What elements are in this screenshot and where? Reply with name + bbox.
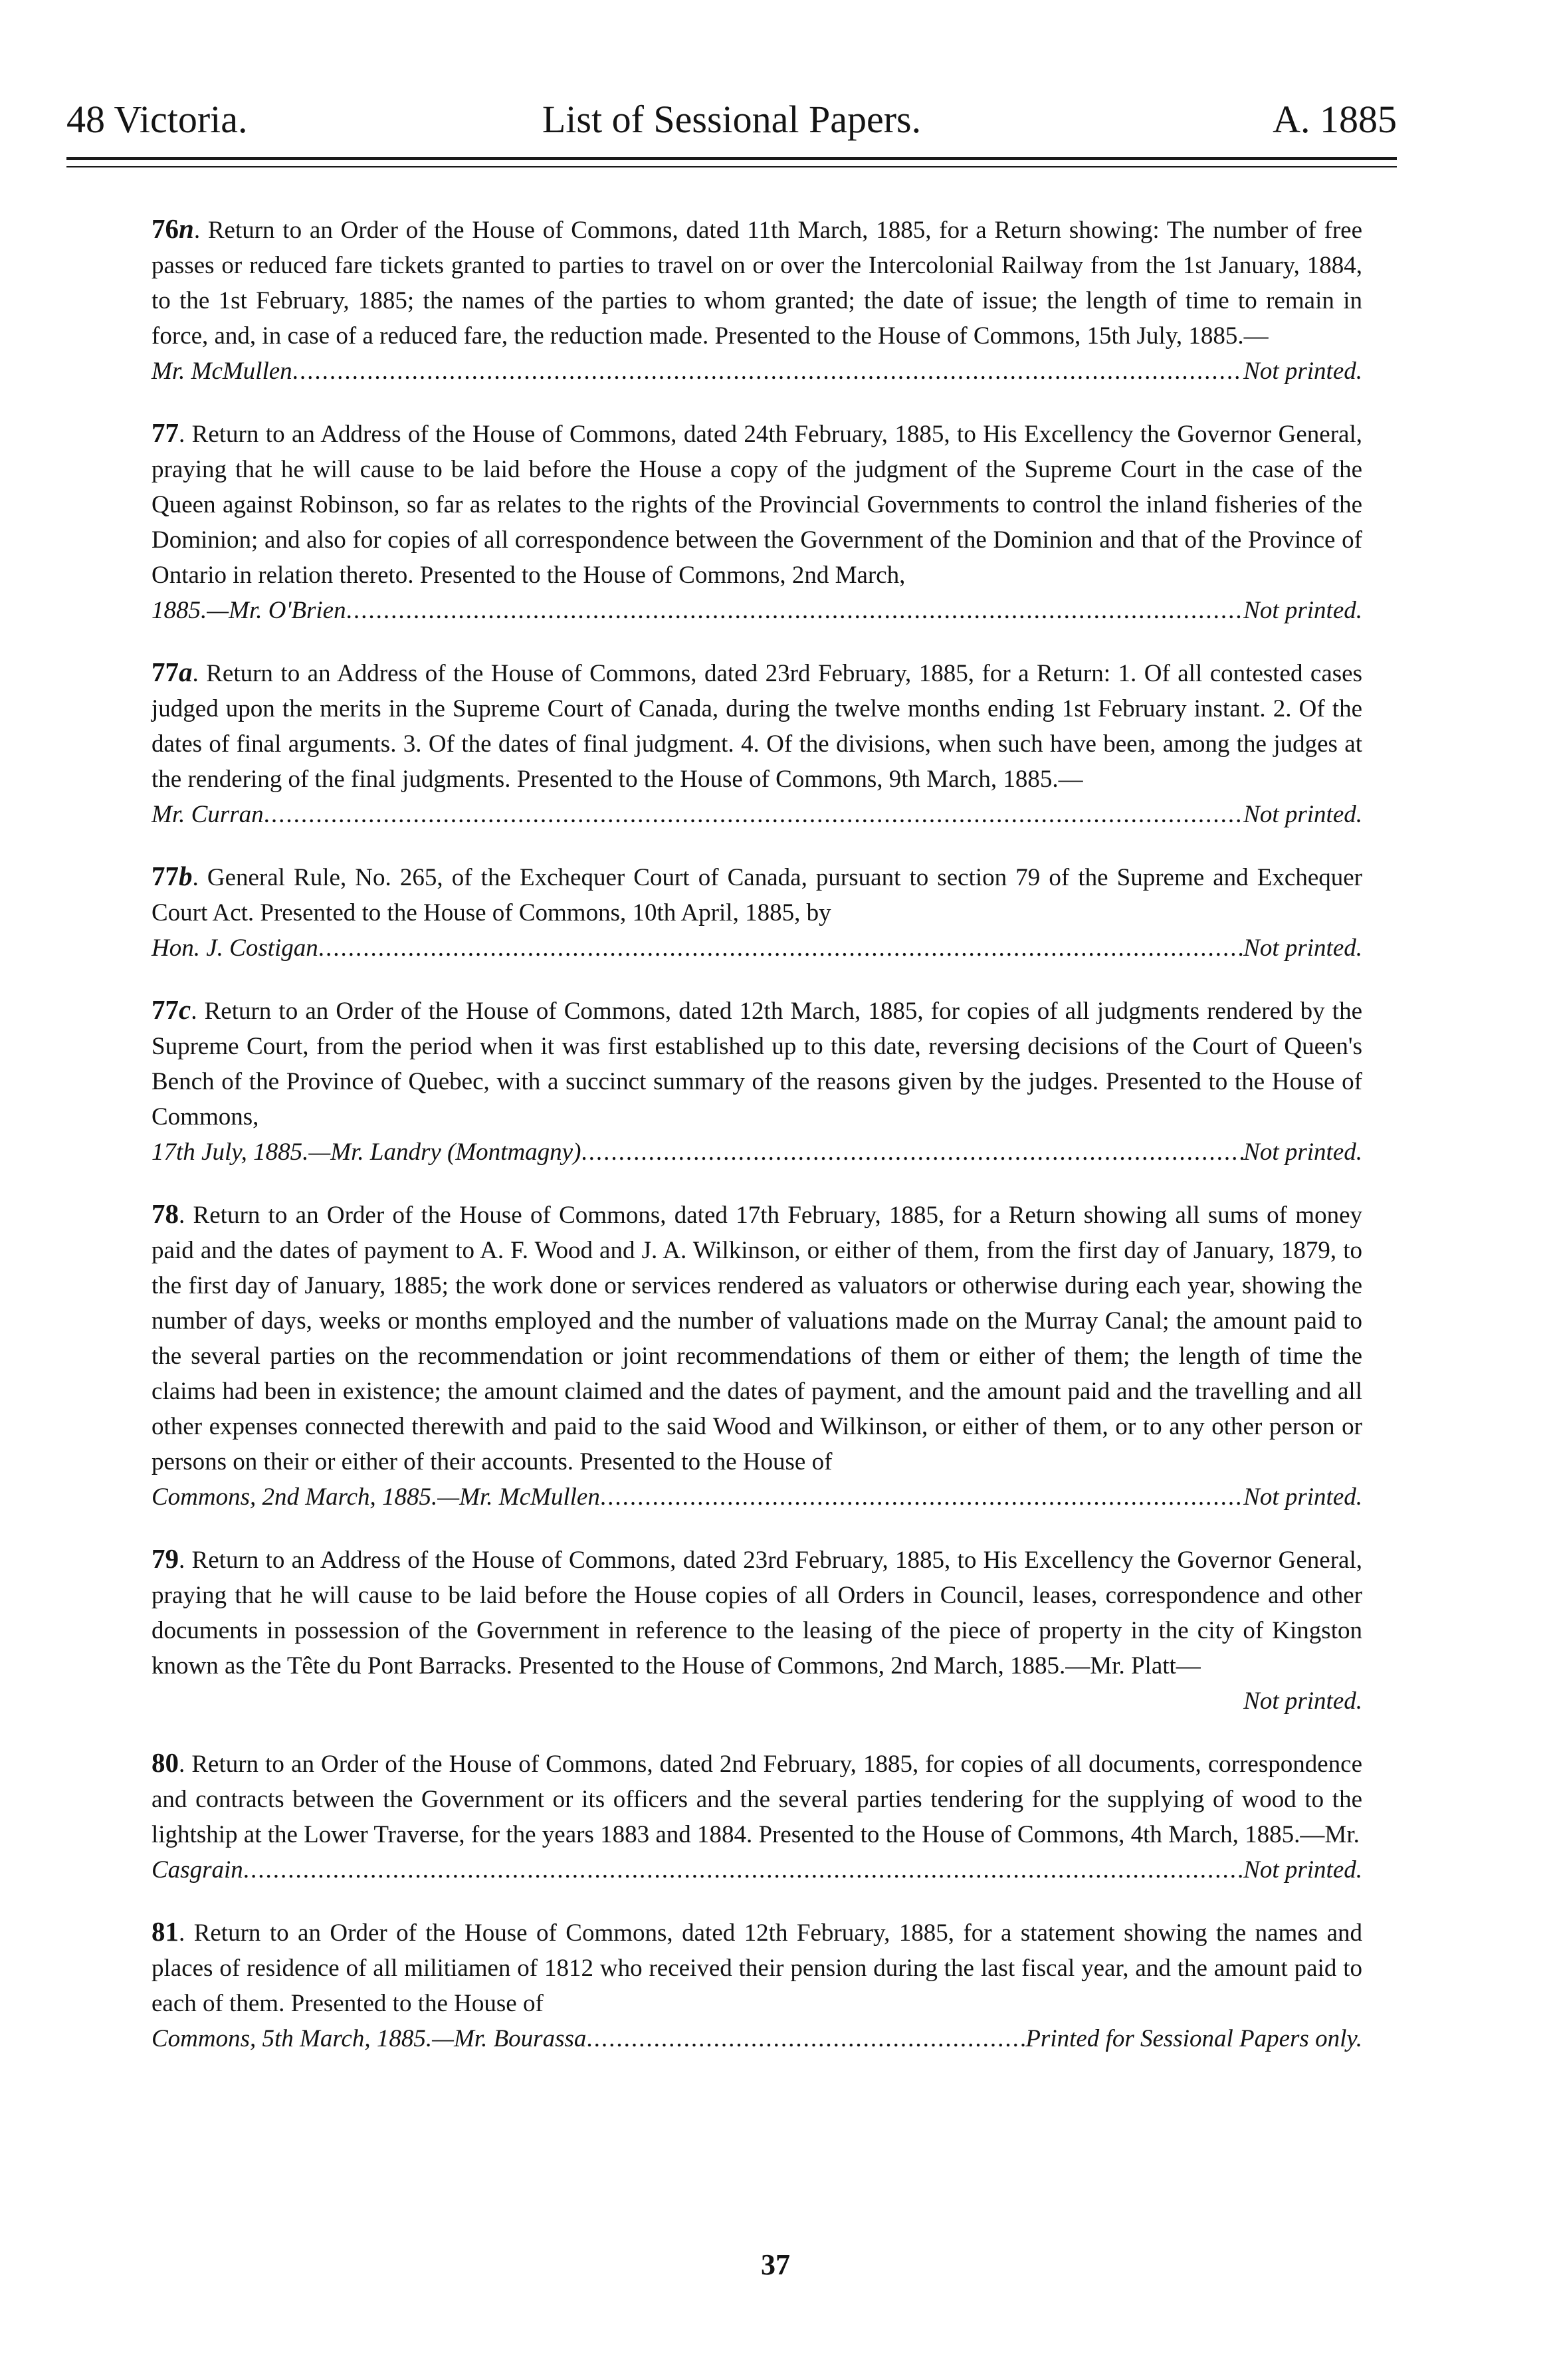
paper-status-line [152, 930, 1362, 966]
paper-number [152, 1747, 179, 1778]
paper-entry [152, 859, 1362, 966]
paper-entry [152, 992, 1362, 1170]
paper-print-status: Not printed. [1243, 801, 1362, 828]
paper-number-suffix: c [179, 994, 191, 1025]
paper-number-suffix: a [179, 657, 193, 687]
paper-mover: Commons, 5th March, 1885.—Mr. Bourassa [152, 2025, 587, 2052]
leader-dots [346, 593, 1244, 628]
paper-description: . Return to an Order of the House of Commons, dated 12th March, 1885, for copies of all judgments rendered by the Supreme Court, from the period when it was first established up to this date, reversing decisions of the Court of Queen's Bench of the Province of Quebec, with a succinct summary of the reasons given by the judges. Presented to the House of Commons, [152, 998, 1362, 1131]
paper-entry [152, 1196, 1362, 1515]
leader-dots [586, 2021, 1025, 2056]
paper-mover: Mr. McMullen [152, 358, 292, 385]
paper-number [152, 657, 193, 687]
paper-number [152, 994, 191, 1025]
paper-number [152, 417, 179, 448]
leader-dots [292, 354, 1243, 389]
page-number: 37 [761, 2248, 790, 2281]
paper-print-status: Not printed. [1243, 597, 1362, 624]
paper-number [152, 213, 194, 244]
paper-status-line [152, 1852, 1362, 1888]
header-rule-thick [66, 157, 1397, 160]
paper-status-line [152, 1135, 1362, 1170]
paper-number [152, 1916, 179, 1947]
paper-number [152, 1198, 179, 1229]
paper-number-digits: 77 [152, 994, 179, 1025]
paper-status-line [152, 1479, 1362, 1515]
header-regnal-year: 48 Victoria. [66, 98, 248, 141]
paper-description: . Return to an Address of the House of Commons, dated 23rd February, 1885, to His Excellency the Governor General, praying that he will cause to be laid before the House copies of all Orders in Council, leases, correspondence and other documents in possession of the Government in reference to the leasing of the piece of property in the city of Kingston known as the Tête du Pont Barracks. Presented to the House of Commons, 2nd March, 1885.—Mr. Platt— [152, 1547, 1362, 1679]
paper-mover: Casgrain [152, 1856, 243, 1884]
header-title: List of Sessional Papers. [542, 98, 922, 141]
paper-mover: Mr. Curran [152, 801, 264, 828]
leader-dots [243, 1852, 1243, 1888]
paper-mover: Commons, 2nd March, 1885.—Mr. McMullen [152, 1483, 600, 1511]
paper-entry [152, 1541, 1362, 1719]
paper-status-line [152, 797, 1362, 832]
paper-number-digits: 77 [152, 861, 179, 891]
paper-entry [152, 1745, 1362, 1888]
paper-print-status: Printed for Sessional Papers only. [1025, 2025, 1362, 2052]
paper-description: . Return to an Order of the House of Commons, dated 2nd February, 1885, for copies of all documents, correspondence and contracts between the Government or its officers and the several parties tendering for the supplying of wood to the lightship at the Lower Traverse, for the years 1883 and 1884. Presented to the House of Commons, 4th March, 1885.—Mr. [152, 1751, 1362, 1848]
sessional-papers-list [152, 211, 1362, 2083]
paper-print-status: Not printed. [1243, 1687, 1362, 1715]
paper-status-line [152, 354, 1362, 389]
page-header [66, 93, 1397, 146]
paper-number-digits: 78 [152, 1198, 179, 1229]
paper-description: . Return to an Order of the House of Commons, dated 17th February, 1885, for a Return showing all sums of money paid and the dates of payment to A. F. Wood and J. A. Wilkinson, or either of them, from the first day of January, 1879, to the first day of January, 1885; the work done or services rendered as valuators or otherwise during each year, showing the number of days, weeks or months employed and the number of valuations made on the Murray Canal; the amount paid to the several parties on the recommendation or joint recommendations of them or either of them; the length of time the claims had been in existence; the amount claimed and the dates of payment, and the amount paid and the travelling and all other expenses connected therewith and paid to the said Wood and Wilkinson, or either of them, or to any other person or persons on their or either of their accounts. Presented to the House of [152, 1202, 1362, 1475]
paper-description: . Return to an Address of the House of Commons, dated 24th February, 1885, to His Excellency the Governor General, praying that he will cause to be laid before the House a copy of the judgment of the Supreme Court in the case of the Queen against Robinson, so far as relates to the rights of the Provincial Governments to control the inland fisheries of the Dominion; and also for copies of all correspondence between the Government of the Dominion and that of the Province of Ontario in relation thereto. Presented to the House of Commons, 2nd March, [152, 421, 1362, 589]
paper-number [152, 861, 193, 891]
leader-dots [600, 1479, 1243, 1515]
paper-number-digits: 79 [152, 1543, 179, 1574]
paper-number-suffix: n [179, 213, 194, 244]
paper-number-digits: 77 [152, 417, 179, 448]
paper-mover: 17th July, 1885.—Mr. Landry (Montmagny) [152, 1138, 581, 1166]
paper-status-line [152, 1683, 1362, 1719]
paper-entry [152, 655, 1362, 832]
paper-entry [152, 211, 1362, 389]
paper-mover: 1885.—Mr. O'Brien [152, 597, 346, 624]
paper-print-status: Not printed. [1243, 358, 1362, 385]
leader-dots [264, 797, 1244, 832]
paper-description: . Return to an Order of the House of Commons, dated 11th March, 1885, for a Return showing: The number of free passes or reduced fare tickets granted to parties to travel on or over the Intercolonial Railway from the 1st January, 1884, to the 1st February, 1885; the names of the parties to whom granted; the date of issue; the length of time to remain in force, and, in case of a reduced fare, the reduction made. Presented to the House of Commons, 15th July, 1885.— [152, 217, 1362, 350]
paper-description: . Return to an Order of the House of Commons, dated 12th February, 1885, for a statement showing the names and places of residence of all militiamen of 1812 who received their pension during the last fiscal year, and the amount paid to each of them. Presented to the House of [152, 1919, 1362, 2017]
paper-print-status: Not printed. [1243, 1138, 1362, 1166]
paper-number-digits: 80 [152, 1747, 179, 1778]
paper-print-status: Not printed. [1243, 1856, 1362, 1884]
leader-dots [581, 1135, 1243, 1170]
paper-number-digits: 77 [152, 657, 179, 687]
paper-mover: Hon. J. Costigan [152, 934, 318, 962]
paper-entry [152, 1914, 1362, 2056]
paper-print-status: Not printed. [1243, 934, 1362, 962]
header-year: A. 1885 [1273, 98, 1397, 141]
header-rule-thin [66, 166, 1397, 167]
paper-description: . Return to an Address of the House of Commons, dated 23rd February, 1885, for a Return: 1. Of all contested cases judged upon the merits in the Supreme Court of Canada, during the twelve months ending 1st February instant. 2. Of the dates of final arguments. 3. Of the dates of final judgment. 4. Of the divisions, when such have been, among the judges at the rendering of the final judgments. Presented to the House of Commons, 9th March, 1885.— [152, 660, 1362, 793]
paper-print-status: Not printed. [1243, 1483, 1362, 1511]
paper-entry [152, 415, 1362, 628]
paper-number-suffix: b [179, 861, 193, 891]
paper-status-line [152, 2021, 1362, 2056]
paper-number [152, 1543, 179, 1574]
leader-dots [318, 930, 1243, 966]
paper-status-line [152, 593, 1362, 628]
paper-number-digits: 81 [152, 1916, 179, 1947]
paper-number-digits: 76 [152, 213, 179, 244]
paper-description: . General Rule, No. 265, of the Exchequer Court of Canada, pursuant to section 79 of the Supreme and Exchequer Court Act. Presented to the House of Commons, 10th April, 1885, by [152, 864, 1362, 926]
